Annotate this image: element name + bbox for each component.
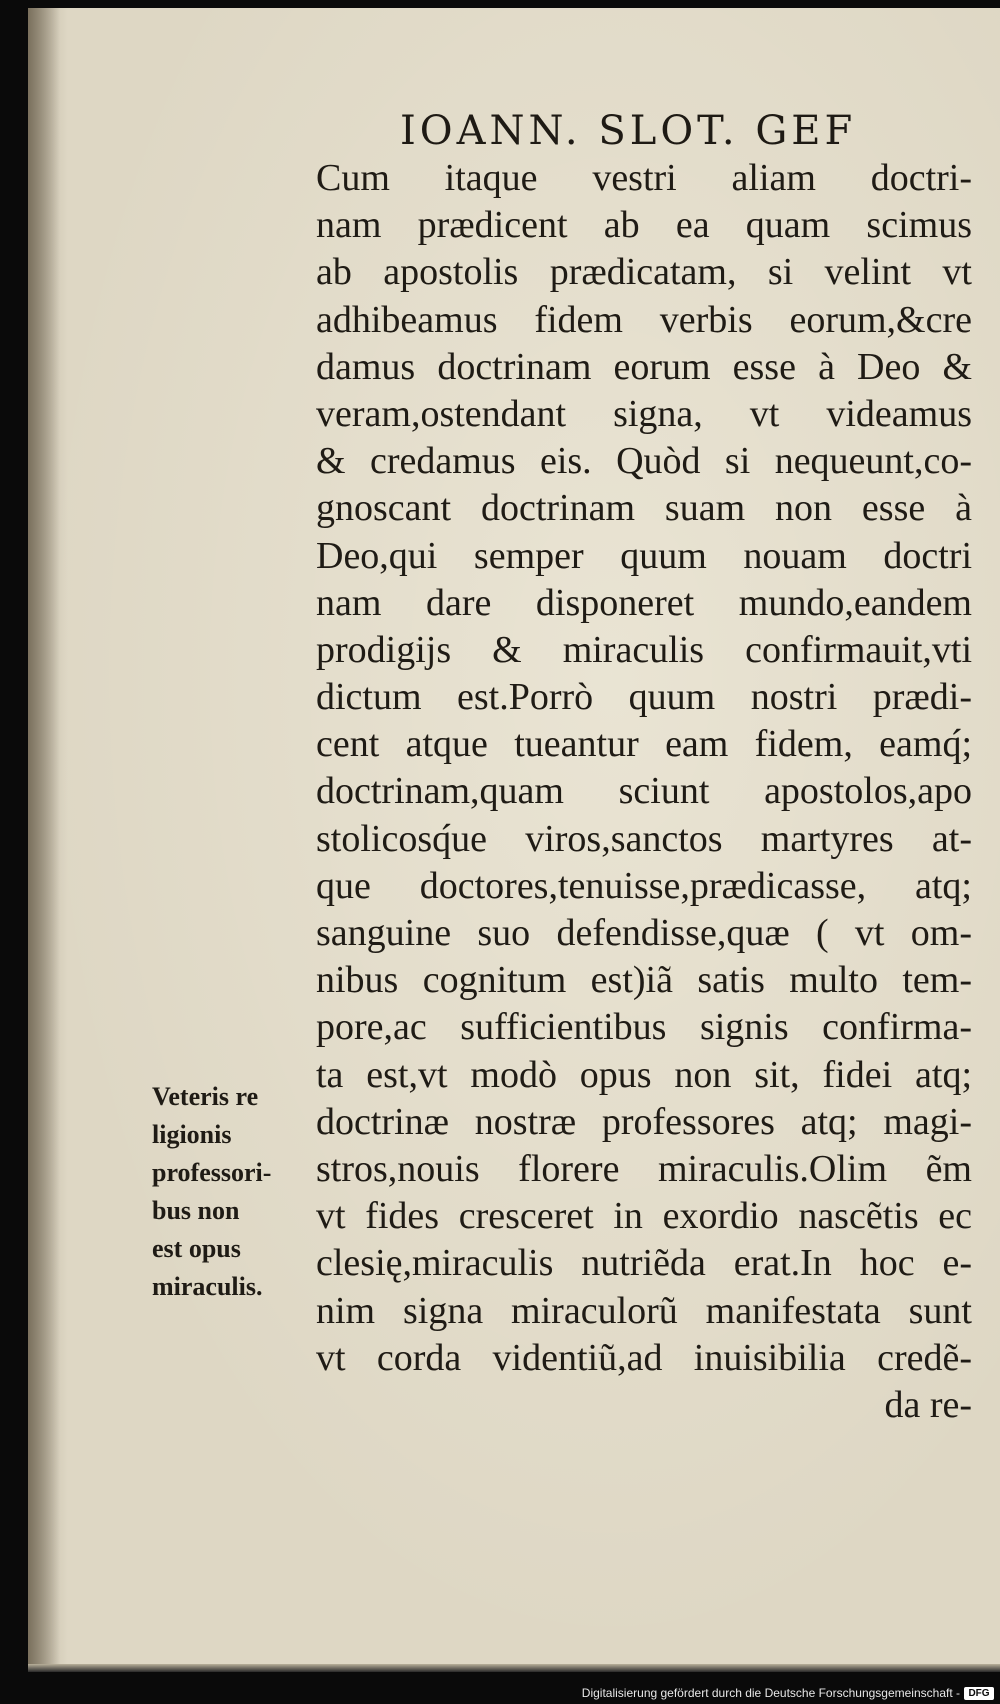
text-line: vt corda videntiũ,ad inuisibilia credẽ-	[316, 1336, 972, 1379]
text-line: que doctores,tenuisse,prædicasse, atq;	[316, 864, 972, 907]
text-line: nam dare disponeret mundo,eandem	[316, 581, 972, 624]
page-bottom-edge	[28, 1664, 1000, 1672]
body-text	[316, 155, 972, 1429]
text-line: & credamus eis. Quòd si nequeunt,co-	[316, 440, 972, 483]
text-line: damus doctrinam eorum esse à Deo &	[316, 345, 972, 388]
text-line: nibus cognitum est)iã satis multo tem-	[316, 959, 972, 1002]
text-line: ta est,vt modò opus non sit, fidei atq;	[316, 1053, 972, 1096]
text-line: sanguine suo defendisse,quæ ( vt om-	[316, 912, 972, 954]
text-line: veram,ostendant signa, vt videamus	[316, 392, 972, 435]
marginal-note-line: Veteris re	[152, 1082, 259, 1111]
marginal-note-line: est opus	[152, 1234, 241, 1263]
text-line: pore,ac sufficientibus signis confirma-	[316, 1006, 972, 1049]
text-line: dictum est.Porrò quum nostri prædi-	[316, 676, 972, 719]
funding-credit: Digitalisierung gefördert durch die Deutsche Forschungsgemeinschaft -	[581, 1686, 960, 1700]
text-line: stros,nouis florere miraculis.Olim ẽm	[316, 1147, 972, 1190]
text-line: gnoscant doctrinam suam non esse à	[316, 487, 972, 530]
marginal-note-line: professori-	[152, 1158, 272, 1187]
text-line: Deo,qui semper quum nouam doctri	[316, 534, 972, 577]
running-head: IOANN. SLOT. GEF	[400, 108, 857, 154]
text-line: adhibeamus fidem verbis eorum,&cre	[316, 298, 972, 341]
text-line: doctrinam,quam sciunt apostolos,apo	[316, 770, 972, 813]
page-gutter-shadow	[28, 8, 60, 1672]
text-line: vt fides cresceret in exordio nascẽtis ec	[316, 1195, 972, 1238]
text-line: doctrinæ nostræ professores atq; magi-	[316, 1100, 972, 1143]
text-line: nam prædicent ab ea quam scimus	[316, 204, 972, 247]
catchword: da re-	[884, 1383, 972, 1426]
dfg-logo: DFG	[964, 1687, 994, 1700]
text-line: nim signa miraculorũ manifestata sunt	[316, 1289, 972, 1332]
text-line: stolicosq́ue viros,sanctos martyres at-	[316, 817, 972, 860]
text-line: clesię,miraculis nutriẽda erat.In hoc e-	[316, 1242, 972, 1285]
marginal-note	[152, 1078, 312, 1306]
text-line: cent atque tueantur eam fidem, eamq́;	[316, 723, 972, 766]
text-line: ab apostolis prædicatam, si velint vt	[316, 251, 972, 294]
text-line: prodigijs & miraculis confirmauit,vti	[316, 628, 972, 671]
marginal-note-line: ligionis	[152, 1120, 232, 1149]
marginal-note-line: bus non	[152, 1196, 240, 1225]
marginal-note-line: miraculis.	[152, 1272, 263, 1301]
text-line: Cum itaque vestri aliam doctri-	[316, 157, 972, 199]
